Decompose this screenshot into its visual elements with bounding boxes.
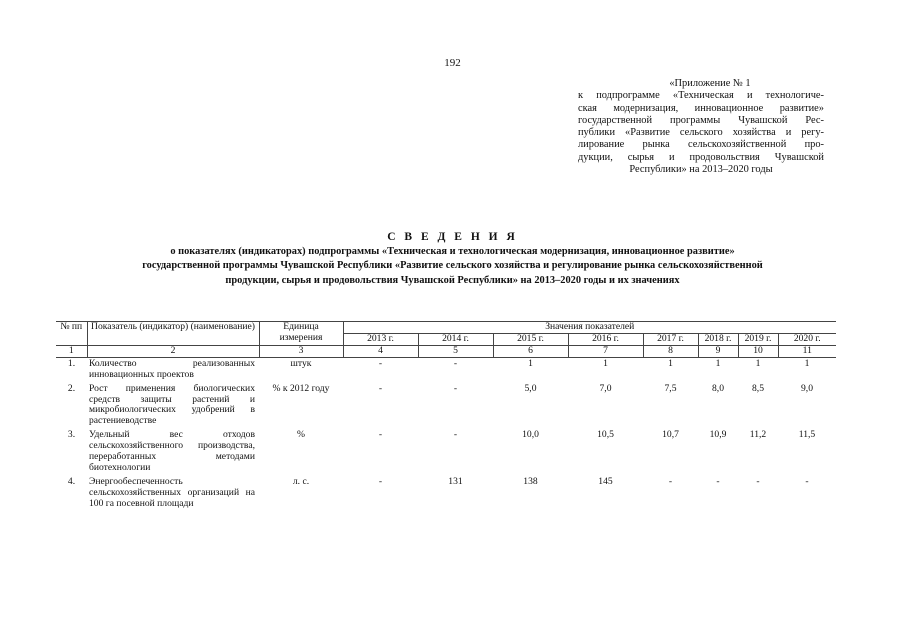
appendix-line: лирование рынка сельскохозяйственной про-: [578, 139, 824, 151]
row-value: 10,7: [662, 429, 679, 441]
table-row: [56, 383, 836, 430]
row-value: 10,0: [522, 429, 539, 441]
row-value: 131: [448, 475, 463, 487]
column-number: 9: [698, 345, 738, 357]
column-number: 8: [643, 345, 698, 357]
column-number: 7: [568, 345, 643, 357]
row-value: 1: [603, 357, 608, 369]
row-value: -: [716, 475, 720, 487]
row-unit: штук: [290, 357, 312, 369]
row-value: 1: [668, 357, 673, 369]
table-row: [56, 476, 836, 512]
row-value: 1: [755, 357, 761, 369]
row-value: -: [378, 382, 383, 394]
row-value: 9,0: [801, 382, 813, 394]
row-value: 138: [523, 475, 538, 487]
table-row: [56, 357, 836, 382]
heading-title: С В Е Д Е Н И Я: [387, 231, 518, 243]
row-unit: %: [297, 429, 305, 441]
row-value: 11,5: [798, 429, 816, 441]
row-indicator: Рост применения биологических средств защиты растений и микробиологических удобрений в растениеводстве: [89, 382, 255, 427]
heading-line: продукции, сырья и продовольствия Чувашской Республики» на 2013–2020 годы и их значениях: [225, 274, 680, 286]
column-number: 3: [259, 345, 343, 357]
appendix-line: публики «Развитие сельского хозяйства и регу-: [578, 127, 824, 139]
appendix-line: к подпрограмме «Техническая и технологиче-: [578, 90, 824, 102]
column-number: 10: [738, 345, 778, 357]
header-num: № пп: [56, 322, 87, 346]
header-unit: Единица измерения: [259, 322, 343, 346]
row-value: 8,5: [752, 382, 764, 394]
row-indicator: Количество реализованных инновационных проектов: [89, 357, 255, 380]
row-number: 3.: [67, 429, 76, 441]
header-year: 2017 г.: [643, 333, 698, 345]
header-year: 2018 г.: [698, 333, 738, 345]
heading-line: государственной программы Чувашской Республики «Развитие сельского хозяйства и регулирование рынка сельскохозяйственной: [142, 260, 763, 272]
appendix-line: дукции, сырья и продовольствия Чувашской: [578, 151, 824, 163]
row-value: 8,0: [712, 382, 724, 394]
row-value: 7,5: [664, 382, 677, 394]
column-number: 5: [418, 345, 493, 357]
row-value: -: [756, 475, 760, 487]
indicators-table: [56, 321, 836, 512]
page-number: 192: [444, 57, 461, 69]
header-year: 2016 г.: [568, 333, 643, 345]
row-unit: % к 2012 году: [272, 382, 330, 394]
row-value: -: [453, 429, 458, 441]
header-indicator: Показатель (индикатор) (наименование): [87, 322, 259, 346]
column-number-row: [56, 345, 836, 357]
row-value: -: [805, 475, 809, 487]
row-value: 7,0: [599, 382, 612, 394]
column-number: 6: [493, 345, 568, 357]
header-year: 2019 г.: [738, 333, 778, 345]
row-value: 5,0: [524, 382, 537, 394]
header-values: Значения показателей: [343, 322, 836, 334]
row-value: -: [378, 357, 383, 369]
table-row: [56, 429, 836, 476]
header-year: 2020 г.: [778, 333, 836, 345]
row-value: 145: [598, 475, 613, 487]
column-number: 4: [343, 345, 418, 357]
row-unit: л. с.: [292, 475, 310, 487]
appendix-line: ская модернизация, инновационное развитие»: [578, 102, 824, 114]
row-value: 1: [804, 357, 810, 369]
header-year: 2013 г.: [343, 333, 418, 345]
column-number: 2: [87, 345, 259, 357]
appendix-title: «Приложение № 1: [669, 78, 751, 89]
row-value: -: [378, 429, 383, 441]
appendix-note: [578, 78, 824, 176]
row-value: -: [453, 357, 458, 369]
row-indicator: Энергообеспеченность сельскохозяйственных организаций на 100 га посевной площади: [89, 475, 255, 509]
document-heading: [0, 231, 905, 288]
appendix-line: Республики» на 2013–2020 годы: [629, 164, 773, 176]
column-number: 11: [778, 345, 836, 357]
row-value: 10,5: [597, 429, 614, 441]
row-value: -: [453, 382, 458, 394]
header-year: 2015 г.: [493, 333, 568, 345]
heading-line: о показателях (индикаторах) подпрограммы «Техническая и технологическая модернизация, инновационное развитие»: [170, 246, 735, 257]
row-value: 1: [528, 357, 533, 369]
row-value: 10,9: [709, 429, 727, 441]
appendix-line: государственной программы Чувашской Рес-: [578, 114, 824, 126]
row-number: 4.: [67, 475, 76, 487]
header-year: 2014 г.: [418, 333, 493, 345]
row-value: -: [378, 475, 383, 487]
row-indicator: Удельный вес отходов сельскохозяйственного производства, переработанных методами биотехнологии: [89, 429, 255, 473]
row-value: 1: [715, 357, 721, 369]
row-value: 11,2: [749, 429, 767, 441]
row-value: -: [668, 475, 673, 487]
row-number: 1.: [67, 357, 76, 369]
column-number: 1: [56, 345, 87, 357]
row-number: 2.: [67, 382, 76, 394]
